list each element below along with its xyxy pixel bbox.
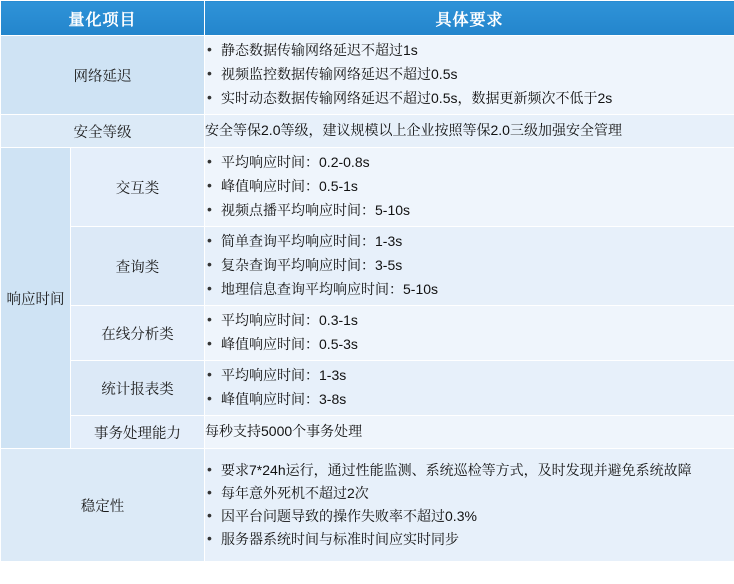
table-row [1, 361, 734, 416]
list-item: • 视频点播平均响应时间：5-10s [205, 200, 734, 222]
requirement-list [205, 310, 734, 355]
row-requirement-network-latency [205, 36, 734, 115]
list-item: • 每年意外死机不超过2次 [205, 483, 734, 504]
list-item: • 地理信息查询平均响应时间：5-10s [205, 279, 734, 301]
row-category-security-level: 安全等级 [1, 115, 205, 148]
list-item: • 平均响应时间：1-3s [205, 365, 734, 387]
list-item: • 因平台问题导致的操作失败率不超过0.3% [205, 506, 734, 527]
table-header-row [1, 1, 734, 36]
row-category-network-latency: 网络延迟 [1, 36, 205, 115]
table-row [1, 36, 734, 115]
row-subcategory-statistical-report: 统计报表类 [71, 361, 205, 416]
row-requirement-query [205, 227, 734, 306]
requirement-list [205, 40, 734, 109]
row-requirement-statistical-report [205, 361, 734, 416]
list-item: • 简单查询平均响应时间：1-3s [205, 231, 734, 253]
list-item: • 平均响应时间：0.3-1s [205, 310, 734, 332]
table-row [1, 306, 734, 361]
table-row [1, 416, 734, 449]
list-item: • 峰值响应时间：0.5-3s [205, 334, 734, 356]
row-subcategory-online-analysis: 在线分析类 [71, 306, 205, 361]
row-subcategory-interactive: 交互类 [71, 148, 205, 227]
requirement-list [205, 231, 734, 300]
requirement-list [205, 460, 734, 550]
list-item: • 服务器系统时间与标准时间应实时同步 [205, 529, 734, 550]
header-cell-requirement: 具体要求 [205, 1, 734, 36]
list-item: • 要求7*24h运行，通过性能监测、系统巡检等方式，及时发现并避免系统故障 [205, 460, 734, 481]
list-item: • 平均响应时间：0.2-0.8s [205, 152, 734, 174]
row-requirement-online-analysis [205, 306, 734, 361]
list-item: • 复杂查询平均响应时间：3-5s [205, 255, 734, 277]
table-row [1, 449, 734, 562]
row-category-stability: 稳定性 [1, 449, 205, 562]
row-category-response-time: 响应时间 [1, 148, 71, 449]
list-item: • 视频监控数据传输网络延迟不超过0.5s [205, 64, 734, 86]
header-cell-category: 量化项目 [1, 1, 205, 36]
list-item: • 实时动态数据传输网络延迟不超过0.5s，数据更新频次不低于2s [205, 88, 734, 110]
list-item: • 静态数据传输网络延迟不超过1s [205, 40, 734, 62]
row-requirement-interactive [205, 148, 734, 227]
row-requirement-security-level: 安全等保2.0等级，建议规模以上企业按照等保2.0三级加强安全管理 [205, 115, 734, 148]
row-requirement-transaction-capacity: 每秒支持5000个事务处理 [205, 416, 734, 449]
table-row [1, 148, 734, 227]
requirement-list [205, 152, 734, 221]
row-requirement-stability [205, 449, 734, 562]
row-subcategory-transaction-capacity: 事务处理能力 [71, 416, 205, 449]
requirement-list [205, 365, 734, 410]
row-subcategory-query: 查询类 [71, 227, 205, 306]
list-item: • 峰值响应时间：3-8s [205, 389, 734, 411]
table-row [1, 227, 734, 306]
list-item: • 峰值响应时间：0.5-1s [205, 176, 734, 198]
table-row [1, 115, 734, 148]
